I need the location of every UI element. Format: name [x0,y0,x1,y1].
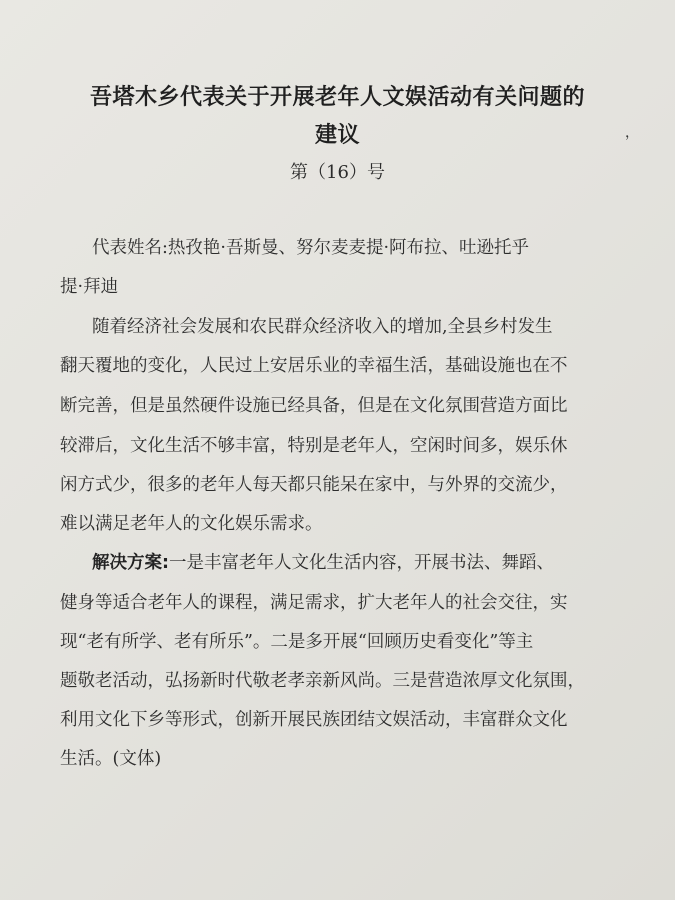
document-title-line-1: 吾塔木乡代表关于开展老年人文娱活动有关问题的 [89,85,585,110]
solution-label: 解决方案: [92,553,169,573]
stray-mark: ， [625,125,639,141]
document-title-line-2: 建议 [314,123,360,148]
solution-text-1: 一是丰富老年人文化生活内容，开展书法、舞蹈、 [169,553,554,573]
solution-line: 健身等适合老年人的课程，满足需求，扩大老年人的社会交往，实 [60,593,568,613]
representatives-label: 代表姓名: [92,238,168,258]
representatives-names-1: 热孜艳·吾斯曼、努尔麦麦提·阿布拉、吐逊托乎 [167,238,530,258]
solution-line: 题敬老活动，弘扬新时代敬老孝亲新风尚。三是营造浓厚文化氛围， [60,671,585,691]
solution-line-1 [92,553,675,573]
background-line: 随着经济社会发展和农民群众经济收入的增加,全县乡村发生 [92,317,553,337]
solution-line: 生活。(文体) [60,749,162,769]
document-number: 第（16）号 [290,162,385,183]
background-line: 较滞后，文化生活不够丰富，特别是老年人，空闲时间多，娱乐休 [60,436,568,456]
representatives-line-1 [92,238,675,258]
solution-line: 利用文化下乡等形式，创新开展民族团结文娱活动，丰富群众文化 [60,710,568,730]
solution-line: 现“老有所学、老有所乐”。二是多开展“回顾历史看变化”等主 [60,632,534,652]
background-line: 闲方式少，很多的老年人每天都只能呆在家中，与外界的交流少， [60,475,568,495]
background-line: 难以满足老年人的文化娱乐需求。 [60,514,323,534]
representatives-line-2: 提·拜迪 [60,277,119,297]
background-line: 断完善，但是虽然硬件设施已经具备，但是在文化氛围营造方面比 [60,396,568,416]
background-line: 翻天覆地的变化，人民过上安居乐业的幸福生活，基础设施也在不 [60,356,568,376]
